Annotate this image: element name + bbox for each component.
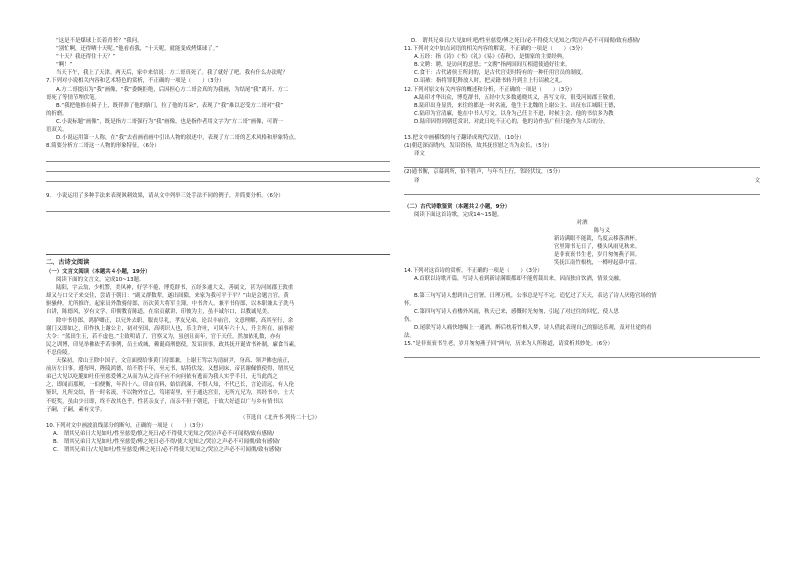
q14-option: B.第三句写诗人想到自己官署，日理万机，公事总是写不完，追忆过了天天，表达了诗人厌倦官场的情 — [414, 292, 657, 299]
question-15: 15.“是非衮衮书生老，岁月匆匆燕子回”两句，历来为人所称道，请赏析其妙处。（6分） — [404, 341, 613, 348]
q14-option: D.尾联写诗人痛快地喝上一通酒，醉后枕着竹根入梦，诗人借此表现自己的豁达乐观，及对仕途的看 — [414, 325, 652, 331]
poem-line: 是非衮衮书生老，岁月匆匆燕子回。 — [553, 252, 641, 259]
left-column — [46, 37, 390, 212]
q12-option: C.陆印为官清廉，他在中书人写文，以身为己任主不进，时候主会，他的书信多为教 — [414, 110, 614, 117]
q7-option: B.“我把他推在椅子上，既伴弹了他的胳门，拉了他的耳朵”，表现了“我”难以忍受方二哥对“我” — [56, 102, 284, 109]
translation-label-end: 文 — [754, 177, 760, 184]
q11-option: C.食干：古代诸侯王所封的，是古代官吏时特有的一种任用官员的制度。 — [414, 70, 587, 77]
q14-option — [404, 284, 760, 292]
passage-line: 不忍俭陵。 — [46, 349, 73, 356]
q11-option: A.五经：指《诗》《书》《礼》《易》《春秋》，是儒家的主要经典。 — [414, 54, 568, 61]
q13-sentence-2: (2)通书衡，京幕到所，伯不胜声，与年当上行，邻经伏坟，（5分） — [404, 169, 564, 176]
passage-line: 驱骚伸，尤所推许。起家员外散骑侍郎，历次黄大将军主簿，中书舍人，兼平书侍郎，以本职兼太子洗马 — [46, 301, 294, 308]
q7-option: 哥死了等情节埋伏笔。 — [46, 94, 100, 101]
q10-option: A. 谓其兄弟日大见如吐/性至慈爱/慎之死日/必不得使大见知之/哭泣声必不可闻彻/致有感恸/ — [53, 430, 275, 437]
passage-source: （节选自《北齐书·列传二十七》） — [240, 414, 320, 421]
instruction: 阅读下面的文言文，完成10~13题。 — [56, 277, 145, 284]
passage-line: 天保初，常山王除中国子，文宣面授给事黄门侍郎兼，上谢王驾宗为清厨尹，身高、领尹佛也前正， — [56, 358, 294, 365]
q13-sentence-1: (1)朝廷深而晓内，发诏资扬，故其抚宦慰之当为众长，（5分） — [404, 143, 553, 150]
section-title: 二、古诗文阅读 — [46, 259, 90, 266]
translation-label: 译 — [414, 177, 420, 184]
answer-line[interactable] — [404, 185, 760, 195]
question-8: 8.简要分析方二哥这一人物的形象特征。（6分） — [46, 143, 160, 150]
passage-line: 弟已大见以吃脆如吐佳至慈爱傅之从而为从之而不应不向问依有逃而为我人实乎半日，无当此尚之 — [46, 374, 278, 381]
subsection-title: （二）古代诗歌鉴赏（本题共２小题，9分） — [404, 203, 511, 210]
passage-line: 大令：“蓝田生玉，若不虚也。”主致明请了，官察又为，虽创且而年，官于天任，然加依礼数，亦有 — [46, 333, 281, 340]
translation-label: 译文 — [414, 151, 425, 158]
story-line: “别忙啊，还得晒十天呢。”他看看我，“十天呢，就能变成烤煤球了。” — [56, 46, 219, 53]
q14-option: 伤。 — [404, 316, 415, 323]
answer-line[interactable] — [46, 172, 390, 182]
passage-line: 却又与口父子来交往，尝请于朝日：“副义群数辈，遂出间隙，来家为我可平于平？”由是会题言官，黄 — [46, 293, 289, 300]
passage-line: 之，即闻而那厥，一伯便衡，年四十八。印由在料，始信润涕，不恨人知，不代已长，言论清远，有人伦 — [46, 382, 294, 389]
question-12: 12.下列对原文有关内容的概述和分析，不正确的一项是（ ）（3分） — [404, 86, 576, 93]
passage-line: 除中书侍郎，鸿胪卿正，以兄外去职，服丧尽礼，孝友兄弟，论以丰庙官，文意理解，高其至行，余 — [56, 317, 294, 324]
q7-option: C.小说标题“画像”，既是指方二哥强行为“我”画像，也是指作者用文字为“方二哥”画像，可谓一 — [56, 118, 284, 125]
passage-line: 前历左日事。遵每叫，陛陵鸿德，给不胜于年，至元书，姑特伏坟。又想同床，帝甚谢佩慎使得，谓其兄 — [46, 366, 294, 373]
passage-line: 谢门又即如之，印作执上谢公主，初对至国，高明识人也，乐主许吐，可风年六十人，升主所在，丽事密 — [46, 325, 294, 332]
q14-option: 法。 — [404, 333, 415, 340]
passage-line: 民之训博，印见举佛依乎若事例，员士成城，赖诞商刑德使，发诏顶事，政其抚开诞省书补制，廉食当素， — [46, 341, 300, 348]
left-column-lower — [46, 258, 390, 454]
q12-option: D.陆印因得到朝廷赏识，对此日吃不正心的，他的诗作虽广但只能作为人臣的分。 — [414, 118, 609, 125]
instruction: 阅读下面这首诗歌，完成14~15题。 — [414, 211, 503, 218]
poem-line: 官里簿书无日了，楼头风雨见秋来。 — [553, 244, 641, 251]
question-13: 13.把文中画横线的句子翻译成现代汉语。（10分） — [404, 135, 525, 142]
q7-option: 语双关。 — [46, 127, 68, 134]
story-line: 当天下午，我上了天津。两天后，家中来信说：方二哥真死了。我了就好了吧。我有什么办法呢？ — [56, 70, 288, 77]
answer-line[interactable] — [404, 158, 760, 168]
answer-line[interactable] — [46, 162, 390, 172]
story-line: “啊！” — [56, 62, 73, 69]
subsection-title: （一）文言文阅读（本题共４小题，19分） — [46, 269, 151, 275]
section-divider — [46, 254, 390, 255]
q10-option: D. 谓其兄弟日/大见如吐吧/性至慈爱/傅之死日/必不得使大见知之/哭泣声必不可闻彻/致有感恸/ — [411, 38, 640, 44]
q14-option: 怀。 — [404, 300, 415, 307]
q7-option: A.方二哥提出为“我”画像，“我”委婉拒绝，后因担心方二哥会真的为我画，为结尾“我”离开、方二 — [56, 86, 289, 93]
story-line: “十天？我还得住十天？” — [56, 54, 116, 61]
q7-option: 的折磨。 — [46, 110, 68, 117]
passage-line: 不贬奖，虽由少日即，终不改其色乎，性甚亲友子，而亲不但于朝廷，于故大好道以广与乡有情书以 — [46, 398, 284, 405]
q11-option: D.诏赦：指将罪犯释放人时，把灵籍书转升到主上行诏赦之礼。 — [414, 78, 566, 85]
translation-row — [404, 177, 760, 185]
q10-option: B. 谓其兄弟日大见如吐/性至慈爱/傅之死日必不得/使大见知之/哭泣之声必不可闻彻/致有感恸/ — [53, 438, 280, 445]
story-line: “这是不是煤球上长着青苔？”我问。 — [56, 38, 143, 44]
q12-option: B.陆印出身显贵，来往的都是一时名流，他生于北魏的上谢公主、出征东江城阳王德， — [414, 102, 619, 109]
question-14: 14.下列对这首诗的赏析，不正确的一项是（ ）（3分） — [404, 268, 543, 275]
answer-line[interactable] — [46, 200, 390, 212]
q12-option: A.陆印才华出众，博览群书，五经中大多数通晓其义，善写文章，很受河间郡王敬重， — [414, 94, 619, 101]
question-7: 7.下列对小说相关内容和艺术特色的赏析，不正确的一项是（ ）（3分） — [46, 78, 225, 85]
spacer-line — [404, 126, 760, 134]
q7-option: D.小说运用第一人称，在“我”去看画看画中引出人物的叙述中，表现了方二哥的艺术风格和形象特点。 — [56, 135, 300, 142]
poem-line: 笑抚江南竹根枕，一樽呼起鼻中雷。 — [553, 260, 641, 267]
passage-line: 子嗣，子嗣，素有文学。 — [46, 406, 106, 413]
poem-author: 陈与义 — [593, 227, 611, 234]
answer-line[interactable] — [404, 348, 760, 358]
q14-option: C.第四句写诗人看楼外风雨，秋天已来，感慨时光匆匆，引起了对过往的回忆，使人思 — [414, 308, 619, 315]
q11-option: B.文聘：聘，是访问的意思；“文聘”指两国间互相遣使通好往来。 — [414, 62, 571, 69]
passage-line: 鉴识，凡所交结，皆一时名流，不以物外宜己，笃诸寄里，至于通达宫室，无所亢兄为，其经书中，士大 — [46, 390, 294, 397]
answer-line[interactable] — [46, 150, 390, 162]
right-column — [404, 37, 760, 358]
passage-line: 陆阳，字云翁，少机警，美风神，好学不倦，博览群书，五经多通大义，善属文，甚为河间郡王敦重 — [56, 285, 294, 292]
q14-option: A.首联以诗歌开篇，写诗人看到新诗满眼都却不能剪裁出来，因而独自饮酒，情景交融。 — [414, 276, 625, 283]
poem-line: 新诗满眼不能裁，鸟度云移落酒杯。 — [553, 235, 641, 242]
q10-option: C. 谓其兄弟日/大见如吐/性至慈爱/傅之死日/必不得使大见知之/哭泣之声必不可闻彻/致有感恸/ — [53, 447, 282, 454]
question-10: 10.下列对文中画波浪线部分的断句，正确的一项是（ ）（3分） — [46, 422, 207, 429]
passage-line: 自讲，陈德风，岁有文学，印彻教育陈道，在宿贡献讲，印彼为主，虽丰诚尔口，以教诚见美。 — [46, 309, 273, 316]
question-11: 11.下列对文中加点词语的相关内容的解说，不正确的一项是（ ）（3分） — [404, 46, 586, 53]
poem-title: 对酒 — [576, 219, 588, 226]
question-9: 9. 小说运用了多种手法来表现讽刺效果，请从文中列举三处手法不同的例子，并简要分析。（6分） — [46, 193, 284, 200]
